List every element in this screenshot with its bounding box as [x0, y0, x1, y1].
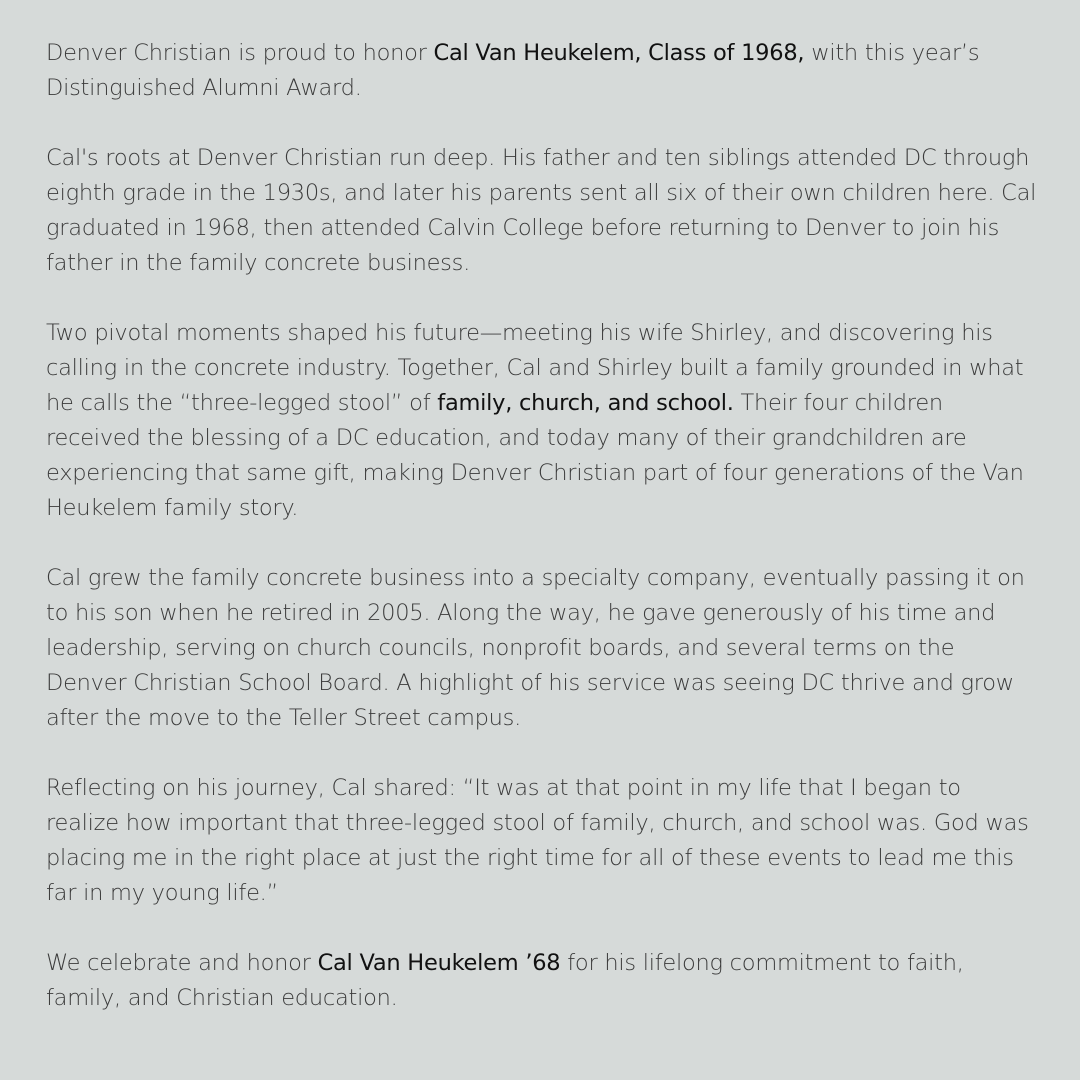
three-legged-stool-emphasis: family, church, and school.: [437, 390, 734, 416]
paragraph-quote: Reflecting on his journey, Cal shared: “It was at that point in my life that I began to realize how important that three-legged stool of family, church, and school was. God was placing me in the right place at just the right time for all of these events to lead me this far in my young life.”: [46, 775, 1029, 906]
pivotal-text-end: Their four children received the blessing of a DC education, and today many of their grandchildren are experiencing that same gift, making Denver Christian part of four generations of the Van Heukelem family story.: [46, 390, 1024, 521]
honoree-name-class: Cal Van Heukelem, Class of 1968,: [433, 40, 805, 66]
honoree-name-year: Cal Van Heukelem ’68: [317, 950, 561, 976]
paragraph-pivotal-moments: [46, 316, 1038, 526]
article-body: [46, 36, 1038, 1051]
paragraph-business-service: Cal grew the family concrete business into a specialty company, eventually passing it on to his son when he retired in 2005. Along the way, he gave generously of his time and leadership, serving on church councils, nonprofit boards, and several terms on the Denver Christian School Board. A highlight of his service was seeing DC thrive and grow after the move to the Teller Street campus.: [46, 565, 1025, 731]
intro-text-end: with this year’s Distinguished Alumni Award.: [46, 40, 980, 101]
pivotal-text-start: Two pivotal moments shaped his future—meeting his wife Shirley, and discovering his calling in the concrete industry. Together, Cal and Shirley built a family grounded in what he calls the “three-legged stool” of: [46, 320, 1024, 416]
paragraph-intro: [46, 36, 1038, 106]
paragraph-closing: [46, 946, 1038, 1016]
closing-text-end: for his lifelong commitment to faith, family, and Christian education.: [46, 950, 964, 1011]
paragraph-roots: Cal's roots at Denver Christian run deep. His father and ten siblings attended DC through eighth grade in the 1930s, and later his parents sent all six of their own children here. Cal graduated in 1968, then attended Calvin College before returning to Denver to join his father in the family concrete business.: [46, 145, 1037, 276]
intro-text-start: Denver Christian is proud to honor: [46, 40, 434, 66]
closing-text-start: We celebrate and honor: [46, 950, 318, 976]
